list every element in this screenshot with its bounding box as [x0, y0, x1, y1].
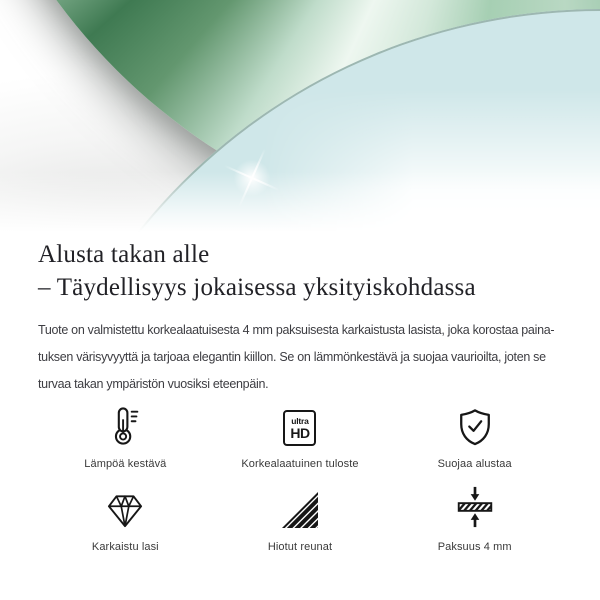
product-photo [0, 0, 600, 232]
shield-check-icon [457, 402, 493, 446]
product-description-section [0, 232, 600, 554]
feature-thickness [387, 485, 562, 554]
feature-label: Paksuus 4 mm [437, 541, 512, 553]
description-line: turvaa takan ympäristön vuosiksi eteenpäin. [38, 377, 269, 391]
feature-label: Korkealaatuinen tuloste [241, 458, 359, 470]
ultra-hd-text-bottom: HD [290, 424, 310, 441]
feature-label: Lämpöä kestävä [84, 458, 167, 470]
feature-tempered-glass [38, 485, 213, 554]
thickness-icon [453, 485, 497, 529]
feature-protects-base [387, 402, 562, 471]
ultra-hd-text-top: ultra [291, 415, 309, 426]
photo-right-fade [260, 0, 600, 232]
polished-edges-icon [281, 485, 319, 529]
thermometer-icon [108, 402, 142, 446]
title-line-1: Alusta takan alle [38, 241, 210, 268]
feature-label: Suojaa alustaa [437, 458, 512, 470]
description-line: tuksen värisyvyyttä ja tarjoaa elegantin kiillon. Se on lämmönkestävä ja suojaa vaurioilta, joten se [38, 350, 546, 364]
feature-high-quality-print [213, 402, 388, 471]
feature-polished-edges [213, 485, 388, 554]
title-line-2: – Täydellisyys jokaisessa yksityiskohdassa [38, 274, 476, 301]
features-grid [38, 402, 562, 554]
feature-label: Hiotut reunat [267, 541, 333, 553]
description-line: Tuote on valmistettu korkealaatuisesta 4 mm paksuisesta karkaistusta lasista, joka korostaa paina- [38, 323, 555, 337]
page-title [38, 238, 562, 304]
ultra-hd-icon [283, 402, 316, 446]
feature-heat-resistant [38, 402, 213, 471]
product-description [38, 317, 562, 398]
diamond-icon [105, 485, 145, 529]
feature-label: Karkaistu lasi [91, 541, 159, 553]
